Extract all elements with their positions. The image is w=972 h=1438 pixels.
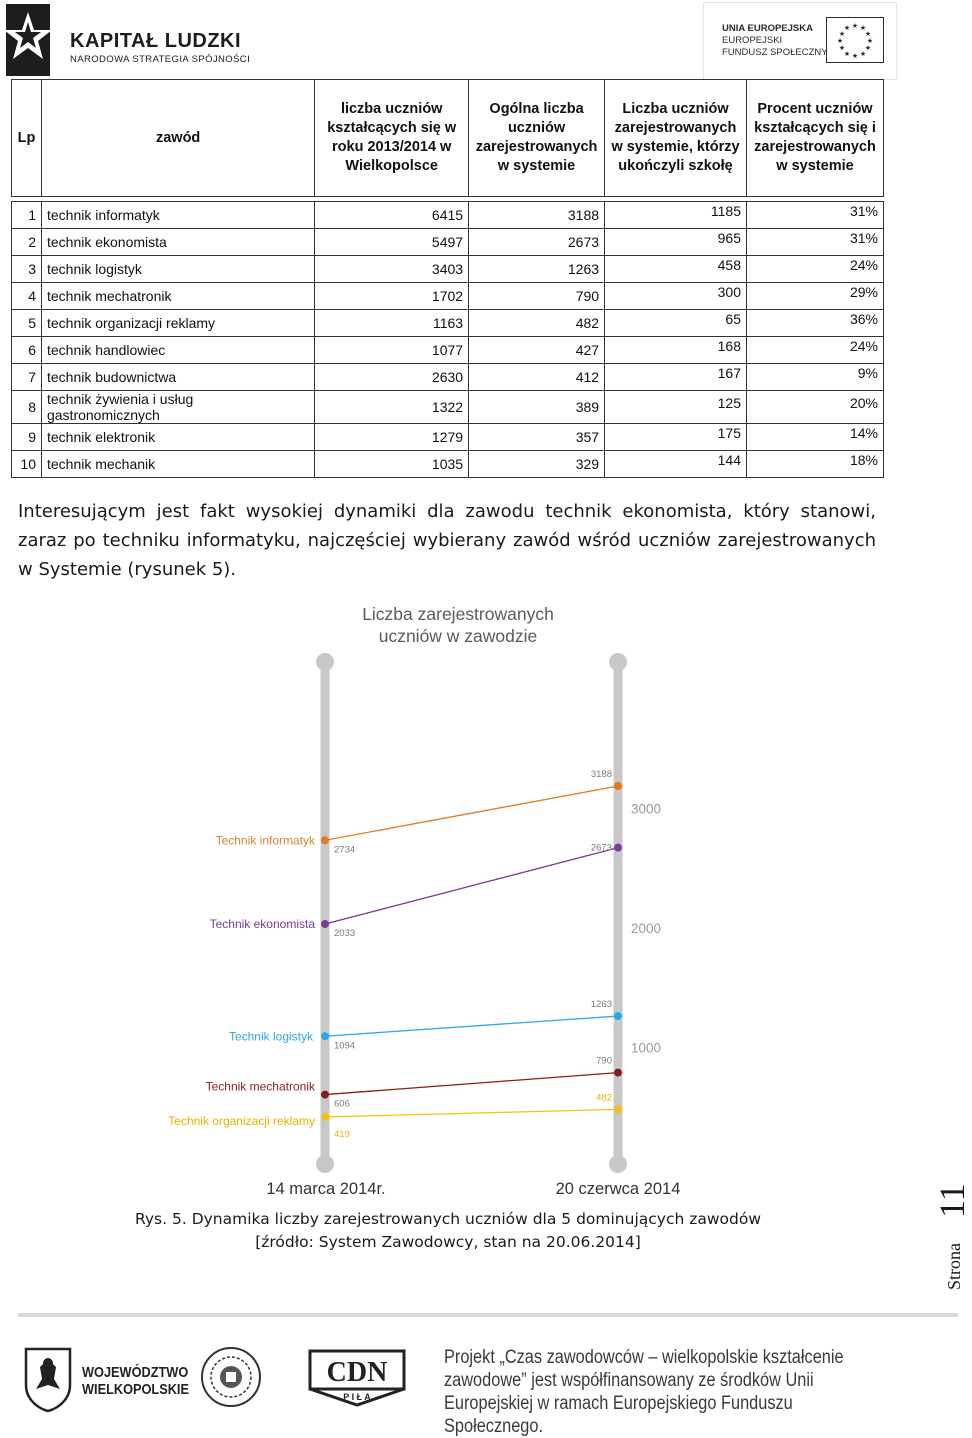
series-point — [614, 1069, 622, 1077]
cell-liczba — [315, 229, 469, 256]
cell-ukonczyli — [605, 424, 747, 451]
figure-caption: Rys. 5. Dynamika liczby zarejestrowanych uczniów dla 5 dominujących zawodów — [134, 1210, 762, 1228]
cell-ukonczyli — [605, 202, 747, 229]
svg-text:★: ★ — [836, 38, 844, 45]
x-axis-label: 20 czerwca 2014 — [555, 1180, 681, 1198]
footer-divider — [18, 1313, 958, 1317]
cell-ukonczyli — [605, 256, 747, 283]
cell-procent-text: 24% — [849, 257, 878, 273]
cell-liczba-text: 5497 — [431, 234, 464, 250]
cell-lp-text: 9 — [28, 429, 36, 445]
cell-lp — [12, 202, 42, 229]
cell-liczba — [315, 256, 469, 283]
cell-ukonczyli-text: 300 — [717, 284, 741, 300]
cell-liczba-text: 3403 — [431, 261, 464, 277]
occupation-table — [11, 79, 884, 478]
cell-ukonczyli-text: 965 — [717, 230, 741, 246]
svg-text:★: ★ — [864, 45, 872, 52]
data-label: 790 — [596, 1055, 612, 1067]
table-row — [12, 283, 884, 310]
table-row — [12, 202, 884, 229]
axis-knob — [609, 653, 627, 671]
axis-tick-label: 1000 — [631, 1040, 662, 1056]
table-row — [12, 391, 884, 424]
cell-ogolna — [469, 256, 605, 283]
series-line — [325, 848, 618, 924]
cell-lp — [12, 283, 42, 310]
cell-ogolna — [469, 310, 605, 337]
cell-ogolna — [469, 202, 605, 229]
eu-flag-icon — [826, 17, 884, 63]
cell-ogolna — [469, 337, 605, 364]
cell-procent-text: 18% — [849, 452, 878, 468]
cdn-sub-text: P I Ł A — [343, 1392, 371, 1402]
kapital-ludzki-subtitle: NARODOWA STRATEGIA SPÓJNOŚCI — [70, 54, 251, 65]
cell-lp-text: 3 — [28, 261, 36, 277]
wielkopolska-logo-text — [82, 1364, 189, 1398]
cell-ogolna-text: 2673 — [567, 234, 600, 250]
svg-text:★: ★ — [859, 51, 867, 58]
cell-ukonczyli-text: 175 — [717, 425, 741, 441]
svg-text:★: ★ — [843, 25, 851, 32]
cell-ogolna-text: 3188 — [567, 207, 600, 223]
svg-text:★: ★ — [859, 25, 867, 32]
svg-text:★: ★ — [851, 23, 859, 30]
header-lp: Lp — [12, 80, 42, 197]
eu-logo-text — [722, 23, 828, 59]
table-header-row — [12, 80, 884, 197]
series-name-label: Technik informatyk — [215, 833, 315, 848]
cell-ogolna-text: 790 — [575, 288, 600, 304]
cell-lp-text: 8 — [28, 399, 36, 415]
cell-liczba — [315, 283, 469, 310]
cell-zawod — [41, 229, 314, 256]
cell-ukonczyli-text: 125 — [717, 395, 741, 411]
series-name-label: Technik ekonomista — [209, 917, 315, 932]
cell-ogolna-text: 1263 — [567, 261, 600, 277]
body-paragraph: Interesującym jest fakt wysokiej dynamiki dla zawodu technik ekonomista, który stanowi, zaraz po techniku informatyku, najczęściej wybierany zawód wśród uczniów zarejestrowanych w Systemie (rysunek 5). — [18, 501, 876, 580]
cell-ogolna-text: 389 — [575, 399, 600, 415]
header-procent: Procent uczniów kształcących się i zarejestrowanych w systemie — [746, 80, 883, 197]
page-label: Strona — [944, 1243, 964, 1290]
eu-logo — [703, 2, 897, 80]
cell-lp — [12, 424, 42, 451]
cell-zawod-text: technik ekonomista — [46, 234, 167, 250]
axis-knob — [609, 1155, 627, 1173]
cell-liczba-text: 1035 — [431, 456, 464, 472]
cell-ukonczyli — [605, 391, 747, 424]
cell-lp-text: 10 — [20, 456, 36, 472]
data-label: 2734 — [334, 844, 356, 856]
axis-knob — [316, 653, 334, 671]
cell-liczba-text: 1077 — [431, 342, 464, 358]
data-label: 482 — [596, 1092, 612, 1104]
cell-zawod — [41, 364, 314, 391]
cell-ogolna — [469, 364, 605, 391]
cell-lp — [12, 310, 42, 337]
header-ogolna: Ogólna liczba uczniów zarejestrowanych w systemie — [469, 80, 605, 197]
cell-procent-text: 20% — [849, 395, 878, 411]
table-row — [12, 364, 884, 391]
cdn-text: CDN — [326, 1357, 388, 1388]
cell-ogolna-text: 427 — [575, 342, 600, 358]
cell-ukonczyli — [605, 229, 747, 256]
cell-zawod — [41, 283, 314, 310]
data-label: 1094 — [334, 1040, 356, 1052]
cell-lp-text: 2 — [28, 234, 36, 250]
cell-lp-text: 5 — [28, 315, 36, 331]
cell-procent — [746, 424, 883, 451]
cell-procent — [746, 337, 883, 364]
svg-text:★: ★ — [864, 31, 872, 38]
cell-zawod-text: technik logistyk — [46, 261, 142, 277]
cell-ukonczyli-text: 1185 — [710, 203, 741, 219]
cell-ukonczyli-text: 458 — [717, 257, 741, 273]
cell-liczba-text: 6415 — [431, 207, 464, 223]
series-name-label: Technik organizacji reklamy — [168, 1113, 315, 1128]
cell-procent-text: 29% — [849, 284, 878, 300]
kapital-ludzki-logo — [6, 4, 251, 78]
cell-liczba-text: 1702 — [431, 288, 464, 304]
cell-liczba-text: 1279 — [431, 429, 464, 445]
cell-zawod-text: technik żywienia i usług gastronomicznych — [46, 391, 194, 423]
svg-text:★: ★ — [838, 45, 846, 52]
kapital-ludzki-star-icon — [6, 4, 58, 76]
cell-procent-text: 31% — [849, 203, 878, 219]
eu-line: FUNDUSZ SPOŁECZNY — [722, 47, 828, 58]
svg-text:★: ★ — [851, 53, 859, 60]
table-row — [12, 310, 884, 337]
cell-procent — [746, 256, 883, 283]
table-row — [12, 256, 884, 283]
table-row — [12, 337, 884, 364]
cell-lp-text: 6 — [28, 342, 36, 358]
cell-liczba — [315, 310, 469, 337]
cell-zawod-text: technik handlowiec — [46, 342, 166, 358]
chart-title-line: Liczba zarejestrowanych — [362, 604, 554, 624]
axis-tick-label: 2000 — [631, 921, 662, 936]
cell-lp — [12, 337, 42, 364]
series-point — [614, 1012, 622, 1020]
cell-zawod — [41, 424, 314, 451]
cell-ogolna — [469, 283, 605, 310]
page-number-value: 11 — [932, 1183, 972, 1218]
cell-lp-text: 4 — [28, 288, 36, 304]
series-point — [614, 844, 622, 852]
data-label: 2673 — [590, 842, 612, 854]
cell-liczba-text: 1163 — [432, 315, 464, 331]
cell-lp — [12, 391, 42, 424]
cell-lp-text: 1 — [28, 207, 36, 223]
woj-line: WIELKOPOLSKIE — [82, 1381, 189, 1398]
wielkopolska-coat-of-arms-icon — [22, 1345, 74, 1413]
cell-ukonczyli — [605, 310, 747, 337]
cell-zawod — [41, 391, 314, 424]
cell-procent — [746, 229, 883, 256]
cell-ogolna-text: 357 — [575, 429, 600, 445]
series-point — [321, 920, 329, 928]
cell-zawod-text: technik elektronik — [46, 429, 156, 445]
cell-liczba — [315, 364, 469, 391]
table-row — [12, 229, 884, 256]
svg-text:★: ★ — [866, 38, 874, 45]
cell-liczba — [315, 424, 469, 451]
cell-ogolna — [469, 229, 605, 256]
cell-procent — [746, 310, 883, 337]
cell-ukonczyli-text: 144 — [717, 452, 741, 468]
series-point — [614, 1105, 622, 1113]
cell-ukonczyli-text: 167 — [717, 365, 741, 381]
woj-line: WOJEWÓDZTWO — [82, 1364, 189, 1381]
cell-liczba-text: 2630 — [431, 369, 464, 385]
table-row — [12, 451, 884, 478]
cell-ogolna — [469, 424, 605, 451]
data-label: 2033 — [334, 928, 356, 940]
axis-tick-label: 3000 — [631, 801, 662, 817]
svg-text:★: ★ — [838, 31, 846, 38]
cell-zawod — [41, 451, 314, 478]
cell-zawod — [41, 256, 314, 283]
university-seal-icon — [200, 1346, 262, 1408]
cell-lp-text: 7 — [28, 369, 36, 385]
cell-procent — [746, 364, 883, 391]
series-line — [325, 1073, 618, 1095]
cell-procent-text: 24% — [849, 338, 878, 354]
cell-lp — [12, 256, 42, 283]
header-zawod: zawód — [41, 80, 314, 197]
cell-zawod — [41, 337, 314, 364]
cell-ukonczyli — [605, 364, 747, 391]
cell-ukonczyli-text: 168 — [717, 338, 741, 354]
cell-liczba — [315, 451, 469, 478]
page-number — [932, 1180, 972, 1295]
series-line — [325, 1016, 618, 1036]
cell-liczba — [315, 337, 469, 364]
cell-ukonczyli — [605, 451, 747, 478]
series-line — [325, 786, 618, 840]
svg-text:★: ★ — [843, 51, 851, 58]
cell-procent — [746, 202, 883, 229]
cell-liczba — [315, 391, 469, 424]
cell-procent-text: 14% — [849, 425, 878, 441]
data-label: 606 — [334, 1098, 350, 1110]
cell-zawod-text: technik budownictwa — [46, 369, 177, 385]
cell-liczba-text: 1322 — [431, 399, 464, 415]
cell-lp — [12, 451, 42, 478]
series-point — [321, 1113, 329, 1121]
cell-zawod-text: technik organizacji reklamy — [46, 315, 216, 331]
eu-line: EUROPEJSKI — [722, 35, 783, 46]
series-point — [321, 1091, 329, 1099]
series-point — [321, 1032, 329, 1040]
data-label: 1263 — [590, 999, 612, 1011]
cell-lp — [12, 364, 42, 391]
header-liczba: liczba uczniów kształcących się w roku 2013/2014 w Wielkopolsce — [315, 80, 469, 197]
series-point — [321, 836, 329, 844]
cell-ogolna-text: 329 — [575, 456, 600, 472]
chart-title-line: uczniów w zawodzie — [378, 626, 538, 646]
cell-zawod-text: technik mechatronik — [46, 288, 172, 304]
data-label: 419 — [334, 1128, 350, 1140]
cell-liczba — [315, 202, 469, 229]
cell-ogolna-text: 412 — [575, 369, 600, 385]
cell-procent — [746, 391, 883, 424]
figure-source: [źródło: System Zawodowcy, stan na 20.06.2014] — [255, 1233, 641, 1251]
cell-ukonczyli-text: 65 — [725, 311, 741, 327]
cell-zawod — [41, 202, 314, 229]
cell-ogolna — [469, 451, 605, 478]
data-label: 3188 — [590, 769, 612, 781]
cell-ukonczyli — [605, 337, 747, 364]
cell-ukonczyli — [605, 283, 747, 310]
cell-procent — [746, 283, 883, 310]
header-ukonczyli: Liczba uczniów zarejestrowanych w systemie, którzy ukończyli szkołę — [605, 80, 747, 197]
project-funding-note: Projekt „Czas zawodowców – wielkopolskie kształcenie zawodowe” jest współfinansowany ze środków Unii Europejskiej w ramach Europejskiego Funduszu Społecznego. — [444, 1347, 844, 1437]
cell-procent-text: 9% — [857, 365, 878, 381]
series-name-label: Technik mechatronik — [205, 1079, 315, 1094]
kapital-ludzki-title: KAPITAŁ LUDZKI — [70, 30, 242, 52]
cell-ogolna-text: 482 — [575, 315, 600, 331]
cell-zawod — [41, 310, 314, 337]
eu-line: UNIA EUROPEJSKA — [722, 23, 813, 34]
cell-zawod-text: technik mechanik — [46, 456, 156, 472]
cell-zawod-text: technik informatyk — [46, 207, 160, 223]
registration-dynamics-chart — [120, 596, 840, 1202]
x-axis-label: 14 marca 2014r. — [266, 1180, 386, 1198]
table-row — [12, 424, 884, 451]
series-line — [325, 1109, 618, 1117]
cdn-pila-logo — [304, 1345, 410, 1411]
cell-ogolna — [469, 391, 605, 424]
cell-procent-text: 31% — [849, 230, 878, 246]
series-point — [614, 782, 622, 790]
cell-lp — [12, 229, 42, 256]
series-name-label: Technik logistyk — [228, 1029, 313, 1044]
cell-procent-text: 36% — [849, 311, 878, 327]
cell-procent — [746, 451, 883, 478]
axis-knob — [316, 1155, 334, 1173]
